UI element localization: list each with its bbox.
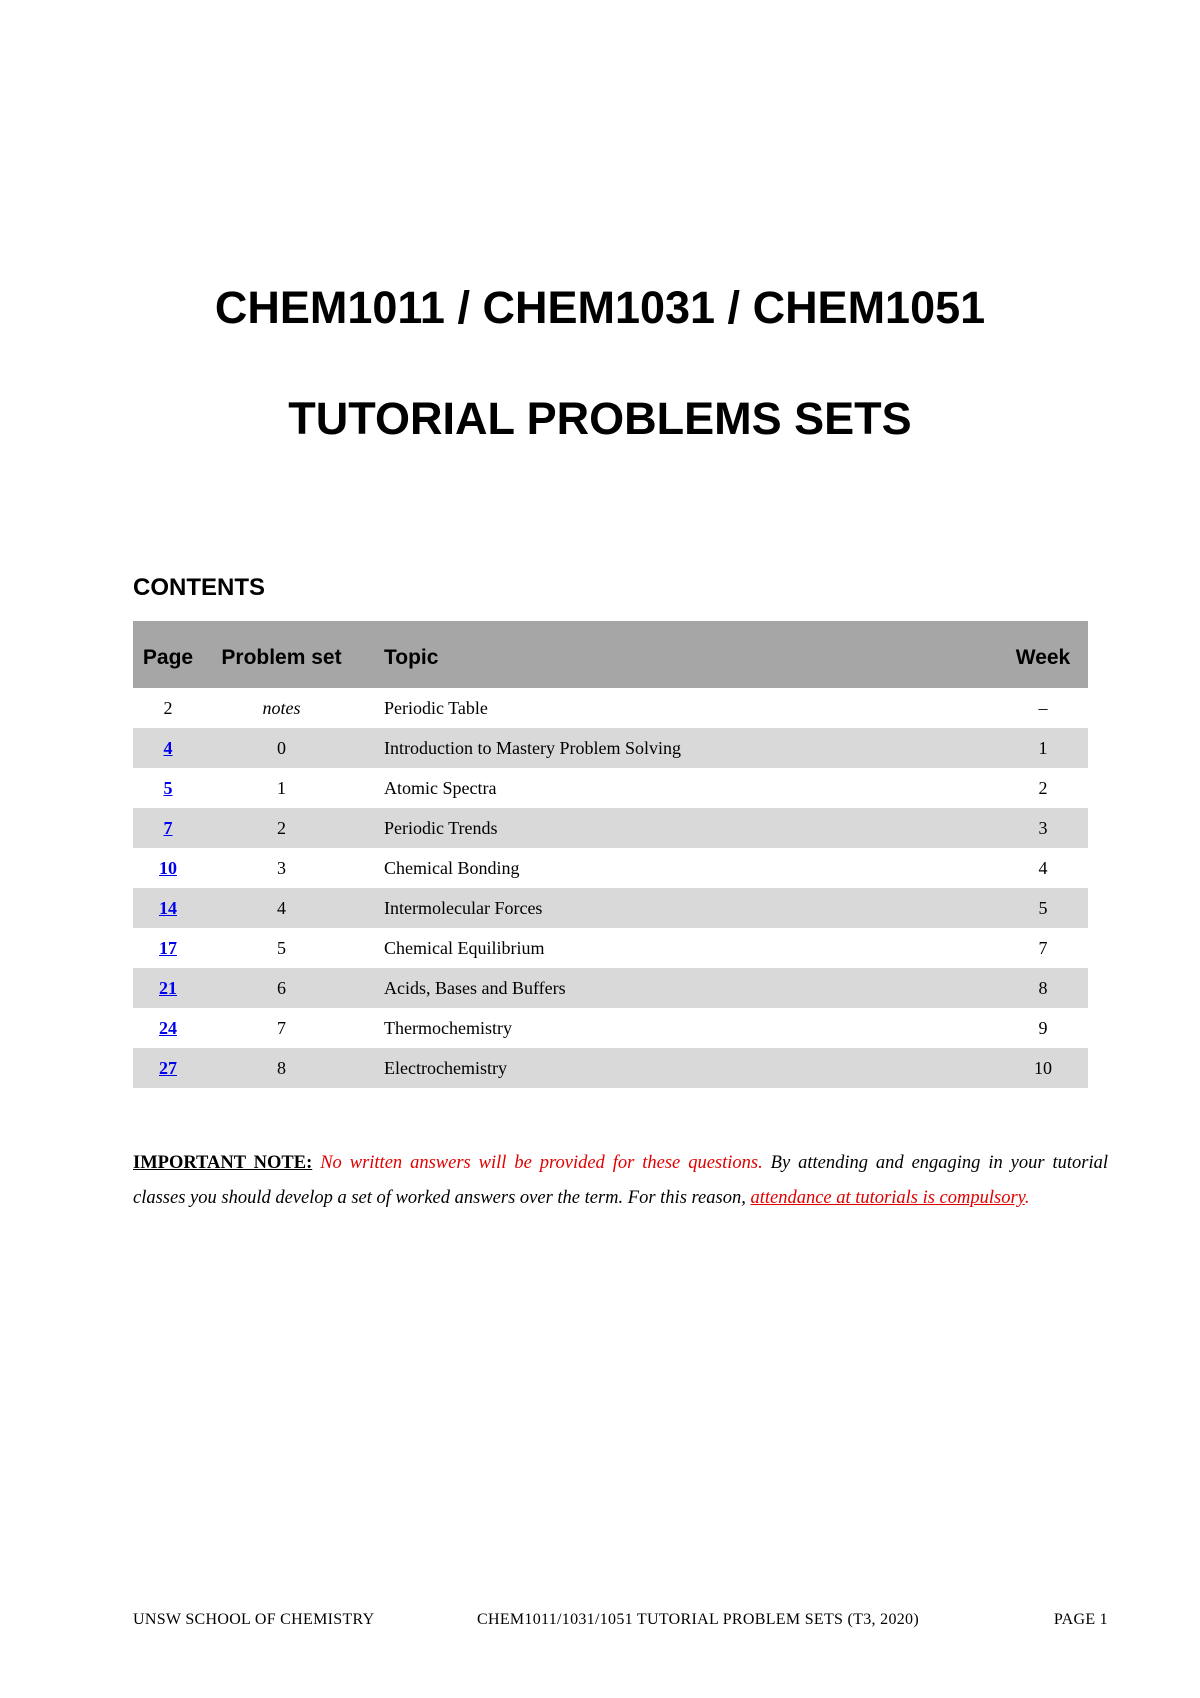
cell-week: 3 (998, 808, 1088, 848)
table-row (133, 928, 1088, 968)
column-header-topic: Topic (360, 621, 998, 688)
cell-page (133, 1008, 203, 1048)
contents-table-body (133, 688, 1088, 1088)
cell-topic: Atomic Spectra (384, 777, 497, 798)
cell-topic: Electrochemistry (360, 1048, 998, 1088)
cell-topic: Thermochemistry (384, 1017, 512, 1038)
cell-problem-set: 0 (203, 728, 360, 768)
page-link[interactable]: 4 (163, 737, 173, 758)
column-header-page: Page (133, 621, 203, 688)
cell-week: 9 (1038, 1017, 1048, 1038)
document-title-line1: CHEM1011 / CHEM1031 / CHEM1051 (214, 282, 986, 333)
cell-page: 2 (163, 697, 173, 718)
cell-week: 1 (998, 728, 1088, 768)
contents-table (133, 621, 1088, 1088)
cell-week: 4 (1038, 857, 1048, 878)
cell-page (133, 768, 203, 808)
page-link[interactable]: 21 (159, 977, 177, 998)
cell-topic: Introduction to Mastery Problem Solving (360, 728, 998, 768)
important-note (133, 1146, 1108, 1216)
cell-page (133, 888, 203, 928)
column-header-problem-set: Problem set (203, 621, 360, 688)
footer-page-number: PAGE 1 (1053, 1611, 1108, 1628)
table-row (133, 1008, 1088, 1048)
table-header-row (133, 621, 1088, 688)
table-row (133, 728, 1088, 768)
page-link[interactable]: 14 (159, 897, 177, 918)
cell-problem-set: 2 (203, 808, 360, 848)
contents-heading: CONTENTS (133, 574, 265, 601)
cell-problem-set: 4 (203, 888, 360, 928)
cell-week: 10 (998, 1048, 1088, 1088)
cell-problem-set: 8 (203, 1048, 360, 1088)
cell-page (133, 1048, 203, 1088)
cell-topic: Acids, Bases and Buffers (360, 968, 998, 1008)
cell-page (133, 728, 203, 768)
footer-school: UNSW SCHOOL OF CHEMISTRY (133, 1611, 375, 1628)
cell-week: – (1038, 697, 1048, 718)
cell-problem-set: 7 (277, 1017, 286, 1038)
cell-topic: Periodic Trends (360, 808, 998, 848)
cell-problem-set: notes (262, 697, 301, 718)
cell-week: 5 (998, 888, 1088, 928)
table-row (133, 888, 1088, 928)
important-note-body: By attending and engaging in your tutorial classes you should develop a set of worked answers over the term. For this reason, (133, 1153, 1109, 1208)
page-link[interactable]: 10 (159, 857, 177, 878)
cell-week: 7 (1038, 937, 1048, 958)
table-row (133, 768, 1088, 808)
page-link[interactable]: 17 (159, 937, 177, 958)
page-link[interactable]: 5 (163, 777, 173, 798)
important-note-warning: No written answers will be provided for these questions. (320, 1153, 763, 1173)
page-link[interactable]: 7 (163, 817, 173, 838)
cell-topic: Chemical Equilibrium (384, 937, 545, 958)
table-row (133, 968, 1088, 1008)
page-link[interactable]: 27 (159, 1057, 177, 1078)
table-row (133, 1048, 1088, 1088)
cell-topic: Periodic Table (384, 697, 488, 718)
footer-document-title: CHEM1011/1031/1051 TUTORIAL PROBLEM SETS (T3, 2020) (477, 1611, 919, 1628)
cell-page (133, 968, 203, 1008)
table-row (133, 688, 1088, 728)
column-header-week: Week (998, 621, 1088, 688)
table-row (133, 808, 1088, 848)
important-note-attendance: attendance at tutorials is compulsory (750, 1188, 1025, 1208)
cell-page (133, 848, 203, 888)
document-title-line2: TUTORIAL PROBLEMS SETS (288, 393, 912, 444)
important-note-label: IMPORTANT NOTE: (133, 1153, 313, 1173)
cell-page (133, 808, 203, 848)
important-note-period: . (1024, 1188, 1030, 1208)
cell-week: 2 (1038, 777, 1048, 798)
cell-problem-set: 1 (277, 777, 286, 798)
table-row (133, 848, 1088, 888)
page-link[interactable]: 24 (159, 1017, 177, 1038)
cell-week: 8 (998, 968, 1088, 1008)
cell-page (133, 928, 203, 968)
cell-problem-set: 6 (203, 968, 360, 1008)
cell-problem-set: 3 (277, 857, 286, 878)
cell-topic: Chemical Bonding (384, 857, 520, 878)
cell-problem-set: 5 (277, 937, 286, 958)
cell-topic: Intermolecular Forces (360, 888, 998, 928)
